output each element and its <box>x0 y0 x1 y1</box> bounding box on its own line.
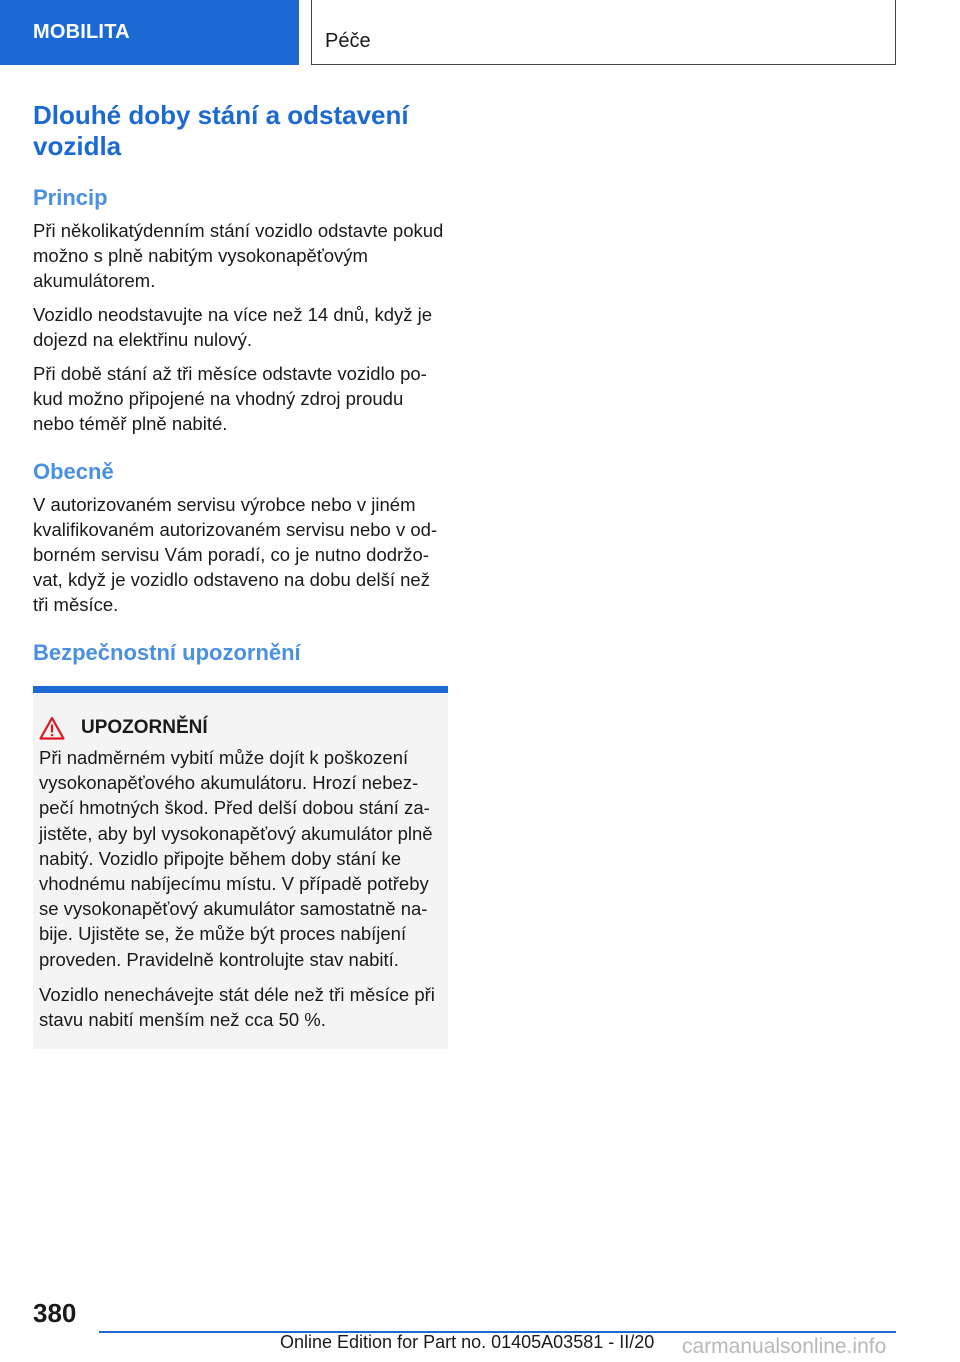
section-heading: Princip <box>33 185 108 210</box>
main-content <box>33 100 448 687</box>
watermark: carmanualsonline.info <box>682 1335 887 1358</box>
section-obecne <box>33 456 448 617</box>
section-title: Péče <box>311 0 896 65</box>
warning-triangle-icon <box>39 716 65 740</box>
warning-paragraph: Při nadměrném vybití může dojít k poškození vysokonapěťového akumulátoru. Hrozí nebezpečí hmotných škod. Před delší dobou stání zajistěte, aby byl vysokonapěťový akumulátor plně nabitý. Vozidlo připojte během doby stání ke vhodnému nabíjecímu místu. V případě potřeby se vysokonapěťový akumulátor samostatně nabije. Ujistěte se, že může být proces nabíjení proveden. Pravidelně kontrolujte stav nabití. <box>39 747 433 970</box>
warning-title: UPOZORNĚNÍ <box>81 717 208 738</box>
page-title: Dlouhé doby stání a odstavení vozidla <box>33 100 409 161</box>
paragraph: Při době stání až tři měsíce odstavte vozidlo pokud možno připojené na vhodný zdroj proudu nebo téměř plně nabité. <box>33 363 427 434</box>
warning-box <box>33 686 448 1049</box>
section-princip <box>33 182 448 436</box>
warning-header <box>39 715 440 741</box>
section-heading: Obecně <box>33 459 114 484</box>
paragraph: Při několikatýdenním stání vozidlo odstavte pokud možno s plně nabitým vysokonapěťovým akumulátorem. <box>33 220 444 291</box>
warning-paragraph: Vozidlo nenechávejte stát déle než tři měsíce při stavu nabití menším než cca 50 %. <box>39 983 435 1031</box>
paragraph: Vozidlo neodstavujte na více než 14 dnů, když je dojezd na elektřinu nulový. <box>33 304 433 350</box>
section-heading: Bezpečnostní upozornění <box>33 640 301 665</box>
section-bezpecnostni-upozorneni <box>33 637 448 669</box>
page-number: 380 <box>33 1298 77 1328</box>
chapter-tab: MOBILITA <box>0 0 299 65</box>
footer-edition: Online Edition for Part no. 01405A03581 - II/20 <box>280 1332 655 1352</box>
paragraph: V autorizovaném servisu výrobce nebo v jiném kvalifikovaném autorizovaném servisu nebo v odborném servisu Vám poradí, co je nutno dodržovat, když je vozidlo odstaveno na dobu delší než tři měsíce. <box>33 494 438 615</box>
